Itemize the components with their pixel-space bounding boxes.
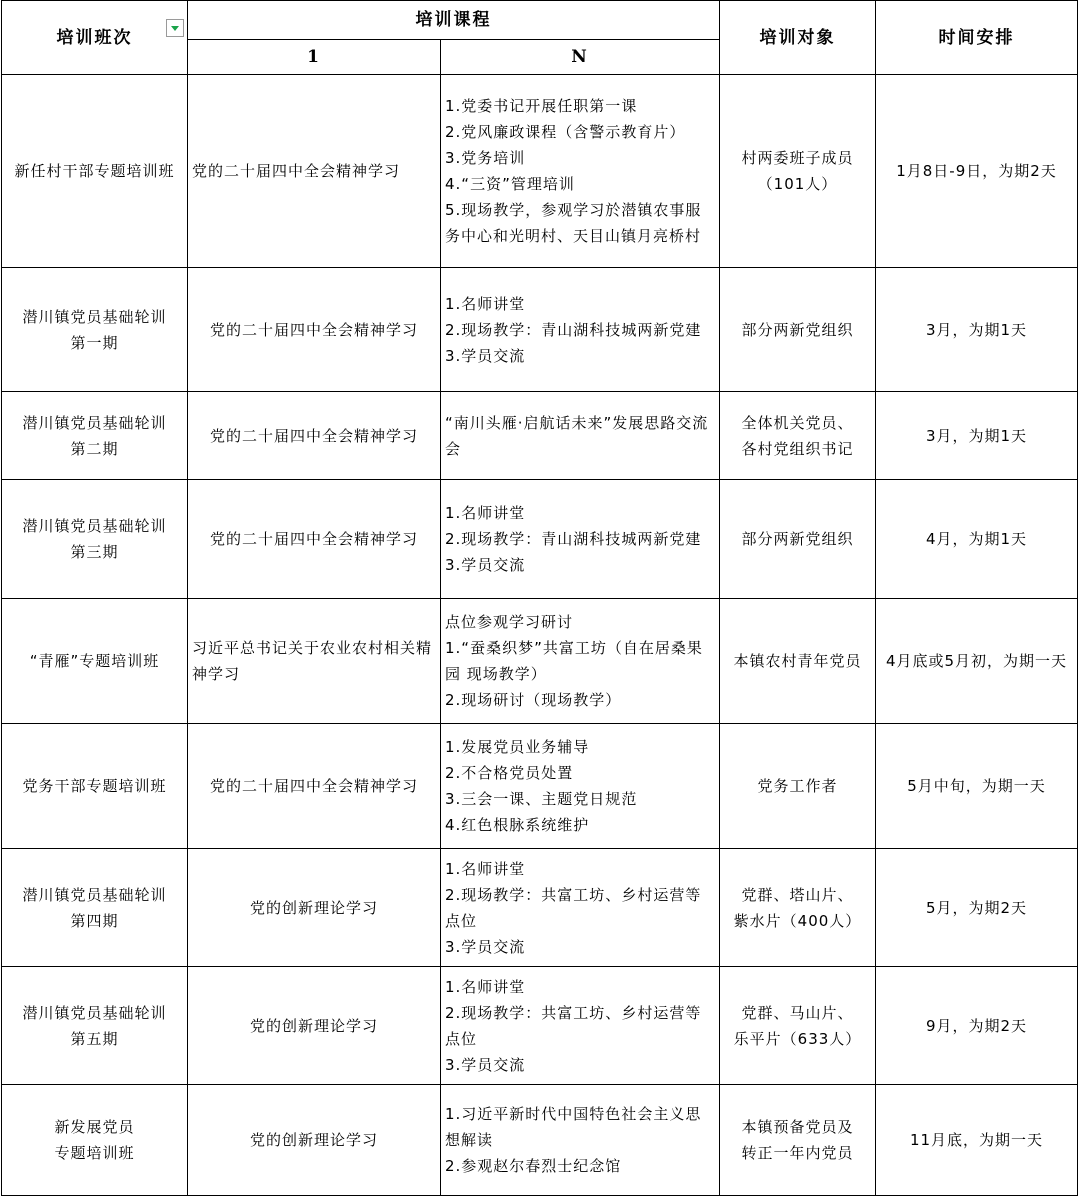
class-name-cell: 潜川镇党员基础轮训 第三期 — [2, 480, 188, 599]
class-name-cell: 潜川镇党员基础轮训 第二期 — [2, 392, 188, 480]
time-cell: 11月底，为期一天 — [876, 1085, 1078, 1196]
course1-cell: 习近平总书记关于农业农村相关精神学习 — [188, 599, 441, 724]
course1-cell: 党的二十届四中全会精神学习 — [188, 480, 441, 599]
header-course-1: 1 — [188, 40, 441, 75]
time-cell: 5月中旬，为期一天 — [876, 724, 1078, 849]
courseN-cell: 点位参观学习研讨 1.“蚕桑织梦”共富工坊（自在居桑果园 现场教学） 2.现场研讨（现场教学） — [441, 599, 720, 724]
header-course-n: N — [441, 40, 720, 75]
course1-cell: 党的创新理论学习 — [188, 967, 441, 1085]
course1-cell: 党的二十届四中全会精神学习 — [188, 75, 441, 268]
class-name-cell: “青雁”专题培训班 — [2, 599, 188, 724]
table-row — [2, 75, 1078, 268]
training-schedule-table — [1, 0, 1078, 1196]
time-cell: 3月，为期1天 — [876, 392, 1078, 480]
courseN-cell: 1.习近平新时代中国特色社会主义思想解读 2.参观赵尔春烈士纪念馆 — [441, 1085, 720, 1196]
courseN-cell: 1.发展党员业务辅导 2.不合格党员处置 3.三会一课、主题党日规范 4.红色根脉系统维护 — [441, 724, 720, 849]
header-class — [2, 1, 188, 75]
target-cell: 部分两新党组织 — [720, 268, 876, 392]
time-cell: 5月，为期2天 — [876, 849, 1078, 967]
course1-cell: 党的二十届四中全会精神学习 — [188, 268, 441, 392]
course1-cell: 党的二十届四中全会精神学习 — [188, 724, 441, 849]
table-row — [2, 967, 1078, 1085]
target-cell: 党群、马山片、 乐平片（633人） — [720, 967, 876, 1085]
time-cell: 3月，为期1天 — [876, 268, 1078, 392]
class-name-cell: 新任村干部专题培训班 — [2, 75, 188, 268]
table-row — [2, 599, 1078, 724]
header-class-label: 培训班次 — [56, 27, 133, 48]
target-cell: 本镇农村青年党员 — [720, 599, 876, 724]
time-cell: 1月8日-9日，为期2天 — [876, 75, 1078, 268]
table-row — [2, 268, 1078, 392]
target-cell: 部分两新党组织 — [720, 480, 876, 599]
course1-cell: 党的创新理论学习 — [188, 849, 441, 967]
course1-cell: 党的创新理论学习 — [188, 1085, 441, 1196]
table-row — [2, 849, 1078, 967]
time-cell: 9月，为期2天 — [876, 967, 1078, 1085]
header-course: 培训课程 — [188, 1, 720, 40]
time-cell: 4月，为期1天 — [876, 480, 1078, 599]
courseN-cell: 1.名师讲堂 2.现场教学：青山湖科技城两新党建 3.学员交流 — [441, 268, 720, 392]
time-cell: 4月底或5月初，为期一天 — [876, 599, 1078, 724]
table-row — [2, 392, 1078, 480]
target-cell: 村两委班子成员 （101人） — [720, 75, 876, 268]
dropdown-filter-icon[interactable] — [166, 19, 184, 37]
table-row — [2, 724, 1078, 849]
header-time: 时间安排 — [876, 1, 1078, 75]
target-cell: 党群、塔山片、 紫水片（400人） — [720, 849, 876, 967]
table-row — [2, 1085, 1078, 1196]
class-name-cell: 潜川镇党员基础轮训 第四期 — [2, 849, 188, 967]
class-name-cell: 潜川镇党员基础轮训 第五期 — [2, 967, 188, 1085]
target-cell: 本镇预备党员及 转正一年内党员 — [720, 1085, 876, 1196]
target-cell: 党务工作者 — [720, 724, 876, 849]
table-row — [2, 480, 1078, 599]
courseN-cell: “南川头雁·启航话未来”发展思路交流会 — [441, 392, 720, 480]
class-name-cell: 党务干部专题培训班 — [2, 724, 188, 849]
courseN-cell: 1.名师讲堂 2.现场教学：青山湖科技城两新党建 3.学员交流 — [441, 480, 720, 599]
course1-cell: 党的二十届四中全会精神学习 — [188, 392, 441, 480]
courseN-cell: 1.名师讲堂 2.现场教学：共富工坊、乡村运营等点位 3.学员交流 — [441, 849, 720, 967]
target-cell: 全体机关党员、 各村党组织书记 — [720, 392, 876, 480]
class-name-cell: 新发展党员 专题培训班 — [2, 1085, 188, 1196]
courseN-cell: 1.党委书记开展任职第一课 2.党风廉政课程（含警示教育片） 3.党务培训 4.“三资”管理培训 5.现场教学，参观学习於潜镇农事服务中心和光明村、天目山镇月亮桥村 — [441, 75, 720, 268]
header-target: 培训对象 — [720, 1, 876, 75]
class-name-cell: 潜川镇党员基础轮训 第一期 — [2, 268, 188, 392]
courseN-cell: 1.名师讲堂 2.现场教学：共富工坊、乡村运营等点位 3.学员交流 — [441, 967, 720, 1085]
